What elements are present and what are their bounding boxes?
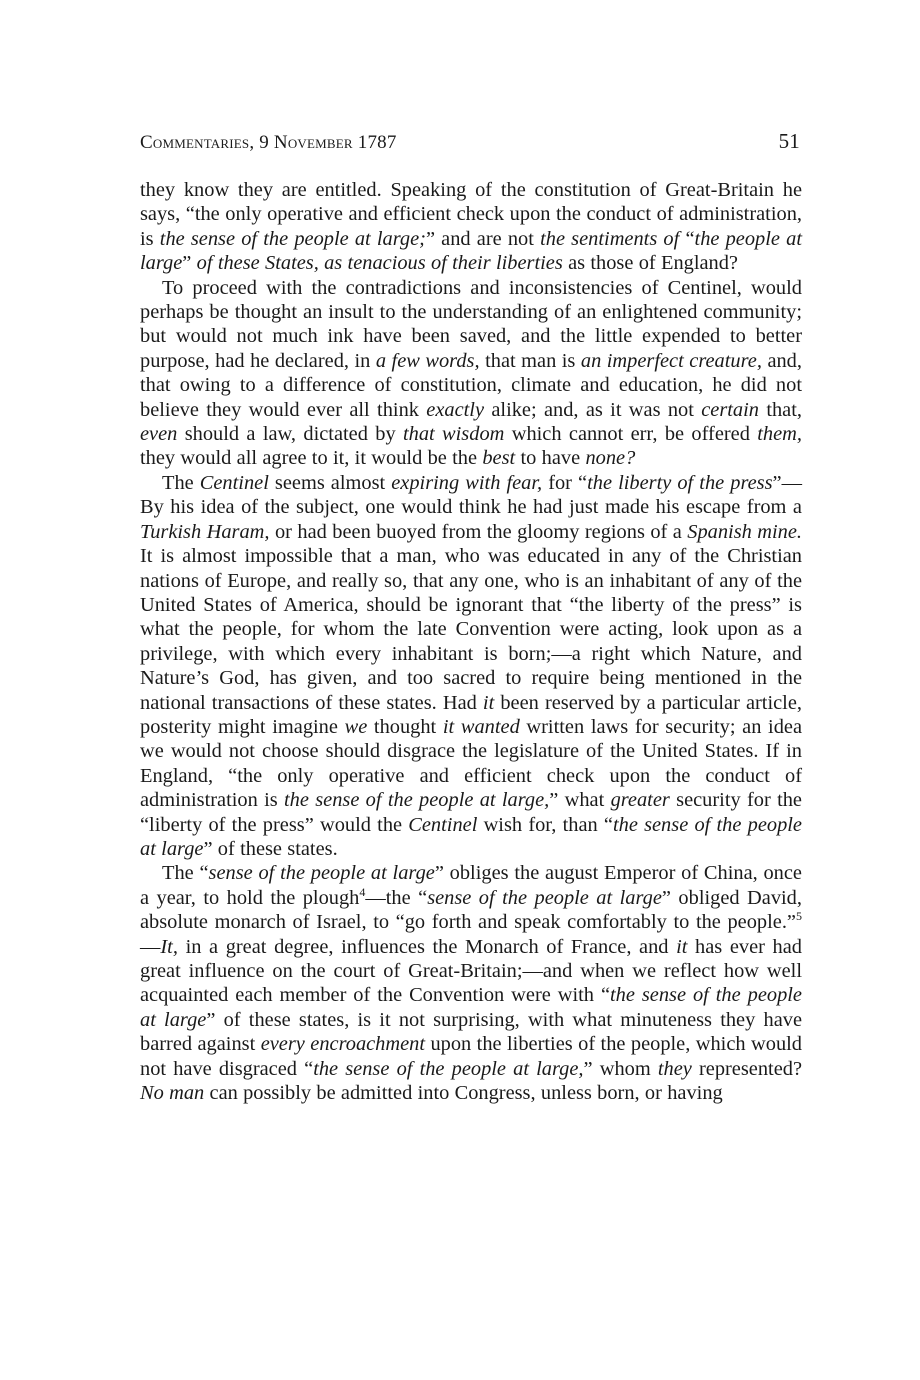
text-run: seems almost <box>268 471 392 494</box>
text-run: ” whom <box>583 1057 658 1080</box>
text-run: they would all agree to it, it would be the <box>140 447 483 470</box>
italic-text: It, <box>160 935 178 958</box>
text-run: that man is <box>479 349 581 372</box>
italic-text: it wanted <box>442 715 520 738</box>
text-run: should a law, dictated by <box>177 423 403 446</box>
text-run: has ever had great influence on the court of Great-Britain;—and when we reflect how well acquainted each member of the Convention were with “ <box>140 935 802 1007</box>
italic-text: the sentiments of <box>540 227 680 250</box>
italic-text: No man <box>140 1082 205 1105</box>
text-run: in a great degree, influences the Monarch of France, and <box>177 935 677 958</box>
text-run: for “ <box>542 471 588 494</box>
text-run: upon the liberties of the people, which would not have disgraced “ <box>140 1033 802 1080</box>
italic-text: none? <box>585 447 636 470</box>
italic-text: exactly <box>426 398 485 421</box>
text-run: or had been buoyed from the gloomy regions of a <box>269 520 688 543</box>
italic-text: Centinel <box>199 471 269 494</box>
italic-text: the sense of the people at large; <box>159 227 426 250</box>
running-head <box>140 128 802 156</box>
italic-text: the people at large <box>140 227 802 275</box>
italic-text: it <box>676 935 688 958</box>
paragraph <box>140 861 802 1105</box>
text-run: thought <box>367 715 443 738</box>
text-run: that, <box>759 398 802 421</box>
italic-text: we <box>344 715 368 738</box>
italic-text: the sense of the people at large <box>140 813 802 860</box>
text-run: represented? <box>691 1057 802 1080</box>
text-run: can possibly be admitted into Congress, unless born, or having <box>204 1082 723 1105</box>
text-run: security for the “liberty of the press” would the <box>140 789 802 836</box>
note-reference: 5 <box>796 909 802 924</box>
text-run: “ <box>679 227 695 250</box>
text-run: To proceed with the contradictions and inconsistencies of Centinel, would perhaps be thought an insult to the understanding of an enlightened community; but would not much ink have been saved, and the little expended to better purpose, had he declared, in <box>140 276 802 372</box>
text-run: ” of these states, is it not surprising, with what minuteness they have barred against <box>140 1008 802 1056</box>
text-run: The <box>162 471 200 494</box>
italic-text: sense of the people at large <box>208 862 435 885</box>
text-run: as those of England? <box>562 252 738 275</box>
italic-text: certain <box>701 398 759 421</box>
italic-text: the sense of the people at large, <box>313 1057 584 1080</box>
running-head-title: Commentaries, 9 November 1787 <box>140 132 397 153</box>
paragraph <box>140 178 802 276</box>
text-run: to have <box>515 447 586 470</box>
body-text <box>140 178 802 1105</box>
text-run: ” obliges the august Emperor of China, once a year, to hold the plough <box>140 862 802 909</box>
italic-text: even <box>140 423 178 446</box>
book-page <box>140 128 802 1105</box>
italic-text: it <box>482 691 495 714</box>
text-run: ” and are not <box>425 227 541 250</box>
italic-text: the sense of the people at large <box>140 984 802 1031</box>
text-run: which cannot err, be offered <box>504 423 758 446</box>
paragraph <box>140 276 802 471</box>
italic-text: greater <box>610 789 670 812</box>
italic-text: that wisdom <box>402 423 505 446</box>
text-run: written laws for security; an idea we would not choose should disgrace the legislature of the United States. If in England, “the only operative and efficient check upon the conduct of administration is <box>140 715 803 812</box>
text-run: ”—By his idea of the subject, one would think he had just made his escape from a <box>140 471 802 519</box>
italic-text: sense of the people at large <box>427 886 662 909</box>
italic-text: them, <box>757 423 802 446</box>
italic-text: the sense of the people at large, <box>284 789 550 812</box>
note-reference: 4 <box>359 884 366 899</box>
paragraph <box>140 471 802 862</box>
text-run: The “ <box>162 862 209 885</box>
italic-text: an imperfect creature, <box>580 349 762 372</box>
italic-text: expiring with fear, <box>391 471 543 494</box>
text-run: ” <box>182 252 197 275</box>
italic-text: every encroachment <box>260 1033 426 1056</box>
text-run: and, that owing to a difference of constitution, climate and education, he did not believe they would ever all think <box>140 349 802 421</box>
text-run: been reserved by a particular article, posterity might imagine <box>140 691 802 738</box>
text-run: they know they are entitled. Speaking of the constitution of Great-Britain he says, “the only operative and efficient check upon the conduct of administration, is <box>140 179 802 250</box>
text-run: alike; and, as it was not <box>484 398 702 421</box>
italic-text: the liberty of the press <box>587 471 773 494</box>
text-run: — <box>140 935 161 958</box>
text-run: ” of these states. <box>203 837 338 860</box>
text-run: ” obliged David, absolute monarch of Israel, to “go forth and speak comfortably to the people.” <box>140 886 802 934</box>
italic-text: they <box>657 1057 692 1080</box>
text-run: wish for, than “ <box>477 813 613 836</box>
italic-text: best <box>482 447 516 470</box>
italic-text: of these States, as tenacious of their liberties <box>196 252 563 275</box>
page-number: 51 <box>778 129 800 153</box>
italic-text: Turkish Haram, <box>140 520 270 543</box>
text-run: It is almost impossible that a man, who was educated in any of the Christian nations of Europe, and really so, that any one, who is an inhabitant of any of the United States of America, should be ignorant that “the liberty of the press” is what the people, for whom the late Convention were acting, look upon as a privilege, with which every inhabitant is born;—a right which Nature, and Nature’s God, has given, and too sacred to require being mentioned in the national transactions of these states. Had <box>140 545 802 714</box>
italic-text: Spanish mine. <box>687 520 803 543</box>
italic-text: Centinel <box>408 813 478 836</box>
text-run: ” what <box>549 789 611 812</box>
text-run: —the “ <box>365 886 428 909</box>
italic-text: a few words, <box>375 349 480 372</box>
